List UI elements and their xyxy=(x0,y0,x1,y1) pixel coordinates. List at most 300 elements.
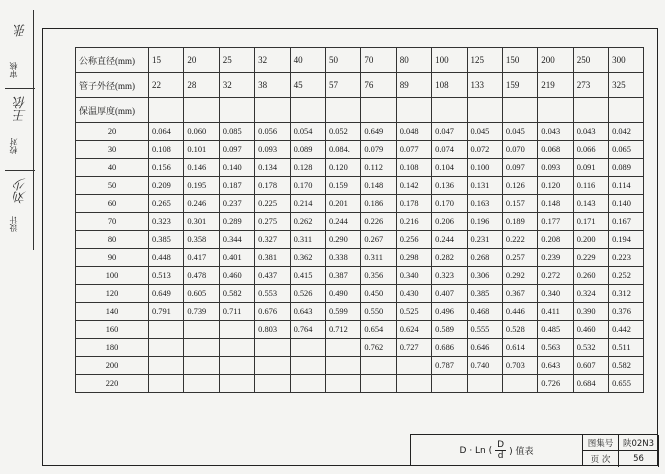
value-cell: 0.042 xyxy=(609,123,644,141)
value-cell: 0.186 xyxy=(361,195,396,213)
value-cell: 0.740 xyxy=(467,357,502,375)
thickness-cell: 220 xyxy=(76,375,149,393)
insulation-header-empty-cell xyxy=(149,98,184,123)
value-cell: 0.803 xyxy=(255,321,290,339)
value-cell: 0.550 xyxy=(361,303,396,321)
insulation-thickness-row xyxy=(76,98,644,123)
value-cell: 0.430 xyxy=(396,285,431,303)
value-cell: 0.605 xyxy=(184,285,219,303)
value-cell: 0.324 xyxy=(573,285,608,303)
value-cell: 0.257 xyxy=(502,249,537,267)
value-cell: 0.338 xyxy=(325,249,360,267)
value-cell xyxy=(325,375,360,393)
value-cell: 0.157 xyxy=(502,195,537,213)
value-cell: 0.589 xyxy=(432,321,467,339)
design-signature: 刘少 xyxy=(14,178,29,204)
value-cell: 0.140 xyxy=(609,195,644,213)
value-cell xyxy=(219,321,254,339)
title-block xyxy=(410,434,658,466)
value-cell: 0.064 xyxy=(149,123,184,141)
value-cell: 0.265 xyxy=(149,195,184,213)
value-cell: 0.223 xyxy=(609,249,644,267)
value-cell: 0.120 xyxy=(325,159,360,177)
nominal-diameter-cell: 25 xyxy=(219,48,254,73)
outer-diameter-cell: 89 xyxy=(396,73,431,98)
insulation-header-empty-cell xyxy=(467,98,502,123)
value-cell xyxy=(361,357,396,375)
value-cell: 0.448 xyxy=(149,249,184,267)
nominal-diameter-cell: 15 xyxy=(149,48,184,73)
thickness-cell: 60 xyxy=(76,195,149,213)
value-cell: 0.292 xyxy=(502,267,537,285)
value-cell: 0.323 xyxy=(432,267,467,285)
fraction-numerator: D xyxy=(497,440,505,450)
value-cell: 0.511 xyxy=(609,339,644,357)
value-cell: 0.362 xyxy=(290,249,325,267)
value-cell xyxy=(361,375,396,393)
nominal-diameter-cell: 150 xyxy=(502,48,537,73)
table-row xyxy=(76,339,644,357)
page-number-label: 页 次 xyxy=(583,451,619,467)
value-cell xyxy=(219,375,254,393)
insulation-thickness-label: 保温厚度(mm) xyxy=(76,98,149,123)
table-row xyxy=(76,123,644,141)
value-cell: 0.052 xyxy=(325,123,360,141)
value-cell: 0.646 xyxy=(467,339,502,357)
value-cell: 0.085 xyxy=(219,123,254,141)
nominal-diameter-cell: 70 xyxy=(361,48,396,73)
value-cell xyxy=(467,375,502,393)
design-label: 设计 xyxy=(9,216,18,232)
value-cell: 0.614 xyxy=(502,339,537,357)
value-cell xyxy=(149,321,184,339)
value-cell: 0.791 xyxy=(149,303,184,321)
value-cell: 0.116 xyxy=(573,177,608,195)
insulation-header-empty-cell xyxy=(573,98,608,123)
value-cell: 0.054 xyxy=(290,123,325,141)
insulation-header-empty-cell xyxy=(290,98,325,123)
value-cell: 0.140 xyxy=(219,159,254,177)
review-signature: 王依 xyxy=(14,96,29,122)
nominal-diameter-cell: 40 xyxy=(290,48,325,73)
value-cell: 0.390 xyxy=(573,303,608,321)
value-cell: 0.068 xyxy=(538,141,573,159)
value-cell: 0.643 xyxy=(290,303,325,321)
value-cell: 0.070 xyxy=(502,141,537,159)
thickness-cell: 90 xyxy=(76,249,149,267)
value-cell xyxy=(219,357,254,375)
value-cell: 0.306 xyxy=(467,267,502,285)
value-cell: 0.762 xyxy=(361,339,396,357)
value-cell: 0.460 xyxy=(573,321,608,339)
nominal-diameter-cell: 250 xyxy=(573,48,608,73)
value-cell: 0.643 xyxy=(538,357,573,375)
outer-diameter-cell: 45 xyxy=(290,73,325,98)
value-cell: 0.114 xyxy=(609,177,644,195)
value-cell: 0.045 xyxy=(502,123,537,141)
value-cell: 0.066 xyxy=(573,141,608,159)
value-cell: 0.252 xyxy=(609,267,644,285)
insulation-header-empty-cell xyxy=(325,98,360,123)
value-cell: 0.108 xyxy=(149,141,184,159)
table-row xyxy=(76,231,644,249)
table-row xyxy=(76,267,644,285)
value-cell: 0.170 xyxy=(290,177,325,195)
thickness-cell: 40 xyxy=(76,159,149,177)
value-cell: 0.496 xyxy=(432,303,467,321)
value-cell: 0.093 xyxy=(538,159,573,177)
value-cell: 0.222 xyxy=(502,231,537,249)
value-cell: 0.267 xyxy=(361,231,396,249)
value-cell: 0.513 xyxy=(149,267,184,285)
value-cell: 0.194 xyxy=(609,231,644,249)
value-cell: 0.401 xyxy=(219,249,254,267)
value-cell: 0.468 xyxy=(467,303,502,321)
value-cell: 0.112 xyxy=(361,159,396,177)
value-cell: 0.356 xyxy=(361,267,396,285)
value-cell: 0.201 xyxy=(325,195,360,213)
value-cell: 0.262 xyxy=(290,213,325,231)
value-cell: 0.787 xyxy=(432,357,467,375)
value-cell xyxy=(325,357,360,375)
value-cell: 0.171 xyxy=(573,213,608,231)
table-row xyxy=(76,159,644,177)
value-cell: 0.532 xyxy=(573,339,608,357)
value-cell: 0.311 xyxy=(290,231,325,249)
table-row xyxy=(76,303,644,321)
value-cell: 0.726 xyxy=(538,375,573,393)
insulation-header-empty-cell xyxy=(255,98,290,123)
value-cell xyxy=(290,357,325,375)
nominal-diameter-label: 公称直径(mm) xyxy=(76,48,149,73)
value-cell: 0.200 xyxy=(573,231,608,249)
value-cell: 0.686 xyxy=(432,339,467,357)
value-cell: 0.376 xyxy=(609,303,644,321)
value-cell: 0.381 xyxy=(255,249,290,267)
value-cell: 0.298 xyxy=(396,249,431,267)
insulation-header-empty-cell xyxy=(432,98,467,123)
value-cell: 0.101 xyxy=(184,141,219,159)
value-cell: 0.097 xyxy=(219,141,254,159)
value-cell: 0.446 xyxy=(502,303,537,321)
value-cell xyxy=(184,339,219,357)
page-number-value: 56 xyxy=(619,451,659,467)
value-cell: 0.312 xyxy=(609,285,644,303)
value-cell: 0.344 xyxy=(219,231,254,249)
value-cell: 0.764 xyxy=(290,321,325,339)
value-cell: 0.089 xyxy=(290,141,325,159)
value-cell: 0.450 xyxy=(361,285,396,303)
thickness-cell: 180 xyxy=(76,339,149,357)
value-cell: 0.553 xyxy=(255,285,290,303)
title-prefix: D · Ln ( xyxy=(459,445,493,456)
outer-diameter-cell: 219 xyxy=(538,73,573,98)
value-cell: 0.048 xyxy=(396,123,431,141)
value-cell: 0.385 xyxy=(149,231,184,249)
value-cell: 0.739 xyxy=(184,303,219,321)
value-cell: 0.290 xyxy=(325,231,360,249)
value-cell xyxy=(149,339,184,357)
value-cell xyxy=(219,339,254,357)
insulation-header-empty-cell xyxy=(184,98,219,123)
value-cell: 0.043 xyxy=(573,123,608,141)
value-cell: 0.225 xyxy=(255,195,290,213)
value-cell: 0.246 xyxy=(184,195,219,213)
value-cell: 0.060 xyxy=(184,123,219,141)
value-cell: 0.437 xyxy=(255,267,290,285)
outer-diameter-cell: 273 xyxy=(573,73,608,98)
value-cell: 0.485 xyxy=(538,321,573,339)
atlas-number-label: 图集号 xyxy=(583,435,619,451)
nominal-diameter-cell: 32 xyxy=(255,48,290,73)
value-cell: 0.074 xyxy=(432,141,467,159)
table-title xyxy=(411,435,583,466)
nominal-diameter-cell: 100 xyxy=(432,48,467,73)
value-cell: 0.226 xyxy=(361,213,396,231)
value-cell: 0.077 xyxy=(396,141,431,159)
outer-diameter-cell: 22 xyxy=(149,73,184,98)
value-cell: 0.607 xyxy=(573,357,608,375)
value-cell: 0.136 xyxy=(432,177,467,195)
value-cell: 0.159 xyxy=(325,177,360,195)
value-cell: 0.272 xyxy=(538,267,573,285)
value-cell: 0.727 xyxy=(396,339,431,357)
insulation-header-empty-cell xyxy=(609,98,644,123)
value-cell: 0.178 xyxy=(396,195,431,213)
value-cell xyxy=(290,339,325,357)
nominal-diameter-cell: 20 xyxy=(184,48,219,73)
value-cell: 0.442 xyxy=(609,321,644,339)
outer-diameter-cell: 108 xyxy=(432,73,467,98)
value-cell: 0.358 xyxy=(184,231,219,249)
value-cell xyxy=(184,375,219,393)
value-cell: 0.178 xyxy=(255,177,290,195)
value-cell: 0.460 xyxy=(219,267,254,285)
table-row xyxy=(76,249,644,267)
value-cell xyxy=(255,357,290,375)
value-cell: 0.563 xyxy=(538,339,573,357)
outer-diameter-cell: 38 xyxy=(255,73,290,98)
value-cell xyxy=(184,357,219,375)
value-cell: 0.163 xyxy=(467,195,502,213)
value-cell: 0.208 xyxy=(538,231,573,249)
table-row xyxy=(76,213,644,231)
outer-diameter-label: 管子外径(mm) xyxy=(76,73,149,98)
signature-strip-divider xyxy=(33,10,34,250)
insulation-header-empty-cell xyxy=(219,98,254,123)
thickness-cell: 70 xyxy=(76,213,149,231)
value-cell: 0.684 xyxy=(573,375,608,393)
insulation-header-empty-cell xyxy=(502,98,537,123)
table-row xyxy=(76,195,644,213)
value-cell: 0.703 xyxy=(502,357,537,375)
value-cell: 0.525 xyxy=(396,303,431,321)
value-cell: 0.415 xyxy=(290,267,325,285)
value-cell xyxy=(255,375,290,393)
outer-diameter-cell: 28 xyxy=(184,73,219,98)
value-cell: 0.268 xyxy=(467,249,502,267)
value-cell: 0.214 xyxy=(290,195,325,213)
table-row xyxy=(76,285,644,303)
value-cell: 0.209 xyxy=(149,177,184,195)
value-cell: 0.134 xyxy=(255,159,290,177)
value-cell: 0.143 xyxy=(573,195,608,213)
atlas-number-value: 陕02N3 xyxy=(619,435,659,451)
value-cell: 0.411 xyxy=(538,303,573,321)
value-cell: 0.148 xyxy=(361,177,396,195)
value-cell: 0.108 xyxy=(396,159,431,177)
value-cell: 0.206 xyxy=(432,213,467,231)
value-table-body xyxy=(76,48,644,393)
outer-diameter-cell: 159 xyxy=(502,73,537,98)
value-cell: 0.676 xyxy=(255,303,290,321)
outer-diameter-cell: 325 xyxy=(609,73,644,98)
value-cell: 0.260 xyxy=(573,267,608,285)
thickness-cell: 160 xyxy=(76,321,149,339)
value-cell: 0.065 xyxy=(609,141,644,159)
value-cell: 0.045 xyxy=(467,123,502,141)
value-cell: 0.275 xyxy=(255,213,290,231)
strip-separator xyxy=(5,88,35,89)
thickness-cell: 120 xyxy=(76,285,149,303)
nominal-diameter-cell: 50 xyxy=(325,48,360,73)
value-cell: 0.047 xyxy=(432,123,467,141)
value-cell: 0.128 xyxy=(290,159,325,177)
approve-signature: 张 xyxy=(14,24,29,37)
value-cell: 0.624 xyxy=(396,321,431,339)
thickness-cell: 80 xyxy=(76,231,149,249)
value-cell: 0.289 xyxy=(219,213,254,231)
value-cell xyxy=(325,339,360,357)
signature-strip xyxy=(3,10,37,250)
value-cell: 0.490 xyxy=(325,285,360,303)
thickness-cell: 200 xyxy=(76,357,149,375)
value-cell: 0.237 xyxy=(219,195,254,213)
outer-diameter-cell: 57 xyxy=(325,73,360,98)
outer-diameter-cell: 76 xyxy=(361,73,396,98)
value-cell: 0.216 xyxy=(396,213,431,231)
value-cell xyxy=(396,357,431,375)
value-cell: 0.142 xyxy=(396,177,431,195)
value-cell xyxy=(255,339,290,357)
thickness-cell: 20 xyxy=(76,123,149,141)
value-cell: 0.478 xyxy=(184,267,219,285)
value-cell: 0.148 xyxy=(538,195,573,213)
thickness-cell: 30 xyxy=(76,141,149,159)
thickness-cell: 140 xyxy=(76,303,149,321)
value-cell: 0.093 xyxy=(255,141,290,159)
title-fraction xyxy=(495,440,506,461)
value-cell: 0.079 xyxy=(361,141,396,159)
table-row xyxy=(76,321,644,339)
value-cell: 0.097 xyxy=(502,159,537,177)
value-cell: 0.407 xyxy=(432,285,467,303)
value-cell: 0.239 xyxy=(538,249,573,267)
value-cell xyxy=(290,375,325,393)
table-row xyxy=(76,141,644,159)
value-cell: 0.256 xyxy=(396,231,431,249)
value-cell: 0.244 xyxy=(432,231,467,249)
nominal-diameter-cell: 300 xyxy=(609,48,644,73)
value-cell: 0.156 xyxy=(149,159,184,177)
value-cell: 0.120 xyxy=(538,177,573,195)
approve-label: 审核 xyxy=(9,62,18,78)
value-cell: 0.654 xyxy=(361,321,396,339)
value-cell xyxy=(149,357,184,375)
nominal-diameter-cell: 80 xyxy=(396,48,431,73)
value-cell: 0.327 xyxy=(255,231,290,249)
value-cell: 0.043 xyxy=(538,123,573,141)
value-cell: 0.231 xyxy=(467,231,502,249)
value-cell: 0.323 xyxy=(149,213,184,231)
value-cell xyxy=(502,375,537,393)
value-cell: 0.189 xyxy=(502,213,537,231)
value-cell: 0.104 xyxy=(432,159,467,177)
value-cell: 0.367 xyxy=(502,285,537,303)
value-cell: 0.340 xyxy=(396,267,431,285)
value-cell: 0.385 xyxy=(467,285,502,303)
value-cell xyxy=(184,321,219,339)
value-cell: 0.091 xyxy=(573,159,608,177)
value-cell: 0.100 xyxy=(467,159,502,177)
value-cell: 0.582 xyxy=(609,357,644,375)
value-cell: 0.244 xyxy=(325,213,360,231)
thickness-cell: 100 xyxy=(76,267,149,285)
value-cell: 0.229 xyxy=(573,249,608,267)
table-row xyxy=(76,357,644,375)
value-cell: 0.582 xyxy=(219,285,254,303)
value-cell: 0.301 xyxy=(184,213,219,231)
value-cell: 0.084. xyxy=(325,141,360,159)
value-cell: 0.146 xyxy=(184,159,219,177)
value-cell: 0.072 xyxy=(467,141,502,159)
value-cell: 0.195 xyxy=(184,177,219,195)
value-cell: 0.655 xyxy=(609,375,644,393)
value-cell: 0.126 xyxy=(502,177,537,195)
thickness-cell: 50 xyxy=(76,177,149,195)
title-suffix: ) 值表 xyxy=(509,447,534,457)
review-label: 校对 xyxy=(9,138,18,154)
value-cell: 0.528 xyxy=(502,321,537,339)
value-cell: 0.131 xyxy=(467,177,502,195)
nominal-diameter-row xyxy=(76,48,644,73)
strip-separator xyxy=(5,170,35,171)
value-cell: 0.649 xyxy=(149,285,184,303)
outer-diameter-row xyxy=(76,73,644,98)
value-cell: 0.196 xyxy=(467,213,502,231)
insulation-header-empty-cell xyxy=(396,98,431,123)
outer-diameter-cell: 133 xyxy=(467,73,502,98)
value-cell: 0.599 xyxy=(325,303,360,321)
value-cell: 0.340 xyxy=(538,285,573,303)
value-cell: 0.712 xyxy=(325,321,360,339)
value-cell: 0.711 xyxy=(219,303,254,321)
value-cell: 0.526 xyxy=(290,285,325,303)
value-cell: 0.311 xyxy=(361,249,396,267)
value-cell: 0.417 xyxy=(184,249,219,267)
value-cell: 0.649 xyxy=(361,123,396,141)
value-cell: 0.177 xyxy=(538,213,573,231)
insulation-header-empty-cell xyxy=(538,98,573,123)
value-cell: 0.387 xyxy=(325,267,360,285)
insulation-header-empty-cell xyxy=(361,98,396,123)
table-row xyxy=(76,177,644,195)
nominal-diameter-cell: 125 xyxy=(467,48,502,73)
value-cell: 0.167 xyxy=(609,213,644,231)
value-cell xyxy=(396,375,431,393)
fraction-denominator: d xyxy=(497,451,504,461)
value-cell: 0.170 xyxy=(432,195,467,213)
